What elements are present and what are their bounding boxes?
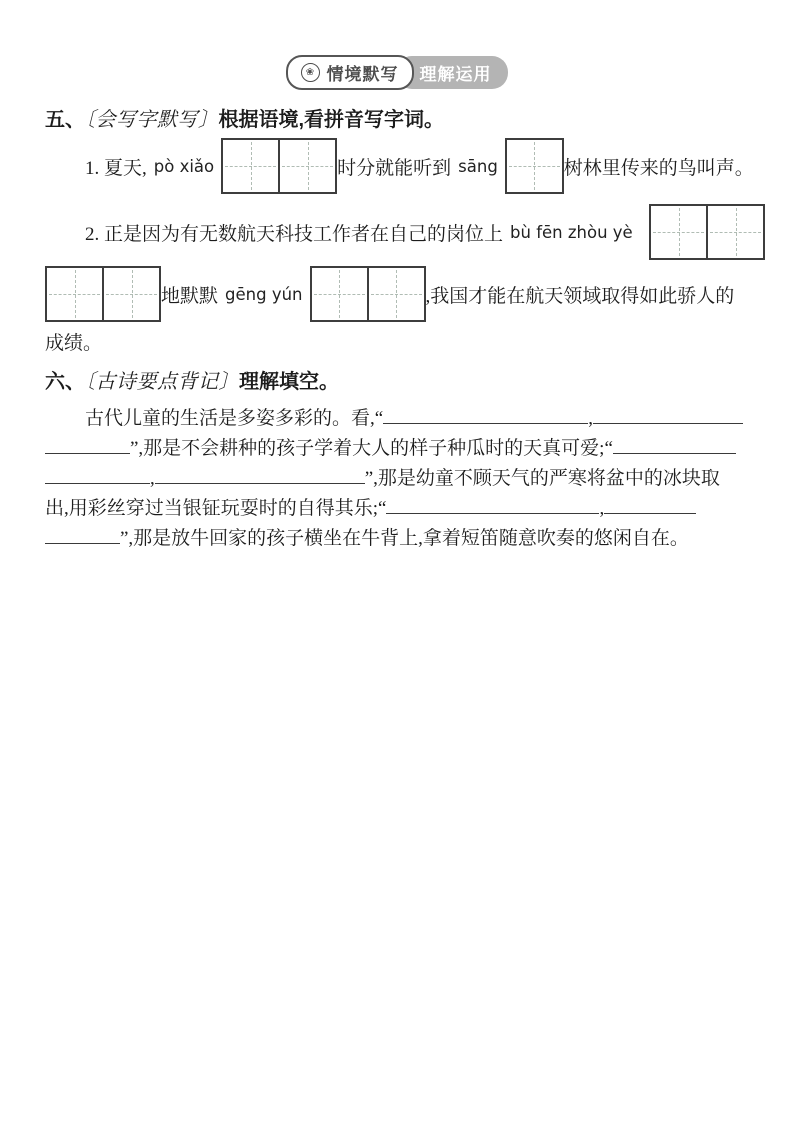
question-1-text-1: 1. 夏天, (85, 157, 147, 179)
question-1-text-3: 树林里传来的鸟叫声。 (563, 157, 754, 179)
question-1-text-2: 时分就能听到 (337, 157, 452, 179)
paragraph-line-2 (45, 434, 765, 464)
section5-heading (45, 106, 765, 134)
writing-cell[interactable] (278, 140, 335, 192)
section6-number: 六、 (45, 371, 85, 393)
question-2-text-1: 2. 正是因为有无数航天科技工作者在自己的岗位上 (85, 223, 504, 245)
question-2-text-4: 成绩。 (45, 333, 103, 354)
section6-heading (45, 368, 765, 396)
writing-box-sang[interactable] (505, 138, 564, 194)
writing-cell[interactable] (706, 206, 763, 258)
paragraph-line-5 (45, 524, 765, 554)
line-5-text: ”,那是放牛回家的孩子横坐在牛背上,拿着短笛随意吹奏的悠闲自在。 (120, 528, 689, 549)
answer-blank[interactable] (383, 407, 588, 424)
question-2-text-2: 地默默 (161, 285, 219, 307)
answer-blank[interactable] (155, 467, 365, 484)
header-badge (0, 0, 793, 90)
writing-box-gengyun[interactable] (310, 266, 426, 322)
writing-cell[interactable] (223, 140, 278, 192)
badge-category-pill: 理解运用 (396, 56, 508, 89)
question-2-pinyin-2: gēng yún (225, 284, 303, 304)
writing-cell[interactable] (47, 268, 102, 320)
badge-topic-pill (286, 55, 414, 90)
line-1-text: 古代儿童的生活是多姿多彩的。看,“ (85, 408, 384, 429)
question-2-row-1 (85, 204, 765, 260)
section5-number: 五、 (45, 109, 85, 131)
comma-separator: , (599, 498, 605, 519)
section6-tag: 〔古诗要点背记〕 (85, 371, 239, 393)
writing-box-zhouye[interactable] (45, 266, 161, 322)
question-2-text-3: ,我国才能在航天领域取得如此骄人的 (425, 285, 735, 307)
paragraph-line-3 (45, 464, 765, 494)
writing-cell[interactable] (507, 140, 562, 192)
badge-topic-label: 情境默写 (326, 65, 399, 84)
answer-blank[interactable] (45, 467, 150, 484)
answer-blank[interactable] (45, 437, 130, 454)
section5-title: 根据语境,看拼音写字词。 (218, 109, 445, 131)
section6-title: 理解填空。 (239, 371, 339, 393)
line-4-text: 出,用彩丝穿过当银钲玩耍时的自得其乐;“ (45, 498, 387, 519)
section5-tag: 〔会写字默写〕 (85, 109, 219, 131)
writing-cell[interactable] (651, 206, 706, 258)
comma-separator: , (588, 408, 593, 429)
answer-blank[interactable] (604, 497, 696, 514)
writing-cell[interactable] (367, 268, 424, 320)
answer-blank[interactable] (593, 407, 743, 424)
section6-paragraph (45, 404, 765, 554)
writing-box-poxiao[interactable] (221, 138, 337, 194)
answer-blank[interactable] (613, 437, 736, 454)
writing-cell[interactable] (102, 268, 159, 320)
paragraph-line-4 (45, 494, 765, 524)
question-1-pinyin-1: pò xiǎo (153, 156, 215, 176)
line-3-text: ”,那是幼童不顾天气的严寒将盆中的冰块取 (364, 468, 720, 489)
flower-icon: ❀ (301, 63, 320, 82)
question-1-pinyin-2: sāng (458, 156, 498, 176)
comma-separator: , (150, 468, 155, 489)
question-2-row-2 (45, 266, 765, 322)
question-2-pinyin-1: bù fēn zhòu yè (510, 222, 633, 242)
writing-cell[interactable] (312, 268, 367, 320)
answer-blank[interactable] (386, 497, 599, 514)
worksheet-content (0, 106, 793, 554)
answer-blank[interactable] (45, 527, 120, 544)
question-1-row (85, 138, 765, 194)
writing-box-bufen[interactable] (649, 204, 765, 260)
paragraph-line-1 (45, 404, 765, 434)
line-2-text: ”,那是不会耕种的孩子学着大人的样子种瓜时的天真可爱;“ (130, 438, 613, 459)
